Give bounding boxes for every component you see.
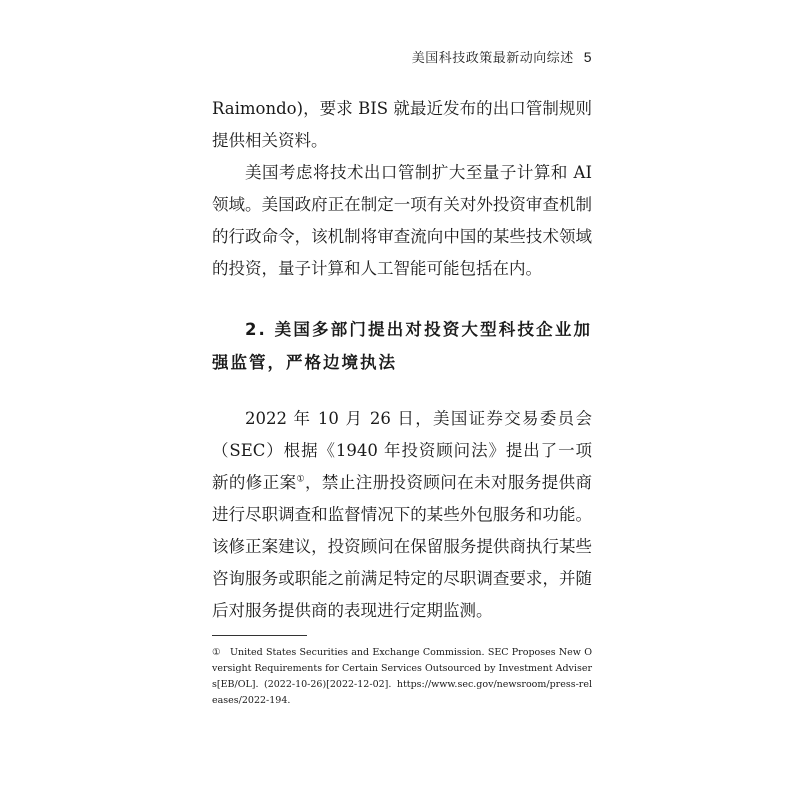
- footnote: [212, 645, 592, 709]
- paragraph-text-after-note: ，禁止注册投资顾问在未对服务提供商进行尽职调查和监督情况下的某些外包服务和功能。该修正案建议，投资顾问在保留服务提供商执行某些咨询服务或职能之前满足特定的尽职调查要求，并随后对服务提供商的表现进行定期监测。: [212, 473, 593, 620]
- footnote-divider: [212, 635, 307, 636]
- paragraph-sec-amendment: [212, 403, 592, 627]
- paragraph-text-before-note: 2022 年 10 月 26 日，美国证券交易委员会（SEC）根据《1940 年投资顾问法》提出了一项新的修正案: [212, 409, 592, 492]
- running-header: [212, 47, 592, 66]
- footnote-reference[interactable]: ①: [296, 474, 306, 485]
- footnote-text: United States Securities and Exchange Commission. SEC Proposes New Oversight Requirements for Certain Services Outsourced by Investment Advisers[EB/OL]. (2022-10-26)[2022-12-02]. https://www.sec.gov/newsroom/press-releases/2022-194.: [212, 647, 592, 706]
- page-number: 5: [583, 49, 592, 65]
- footnote-mark: ①: [212, 647, 221, 658]
- paragraph-export-controls: 美国考虑将技术出口管制扩大至量子计算和 AI 领域。美国政府正在制定一项有关对外投资审查机制的行政命令，该机制将审查流向中国的某些技术领域的投资，量子计算和人工智能可能包括在内。: [212, 163, 592, 278]
- section-heading: 2. 美国多部门提出对投资大型科技企业加强监管，严格边境执法: [212, 320, 592, 372]
- paragraph-continuation: Raimondo)，要求 BIS 就最近发布的出口管制规则提供相关资料。: [212, 99, 592, 150]
- running-title: 美国科技政策最新动向综述: [411, 51, 574, 66]
